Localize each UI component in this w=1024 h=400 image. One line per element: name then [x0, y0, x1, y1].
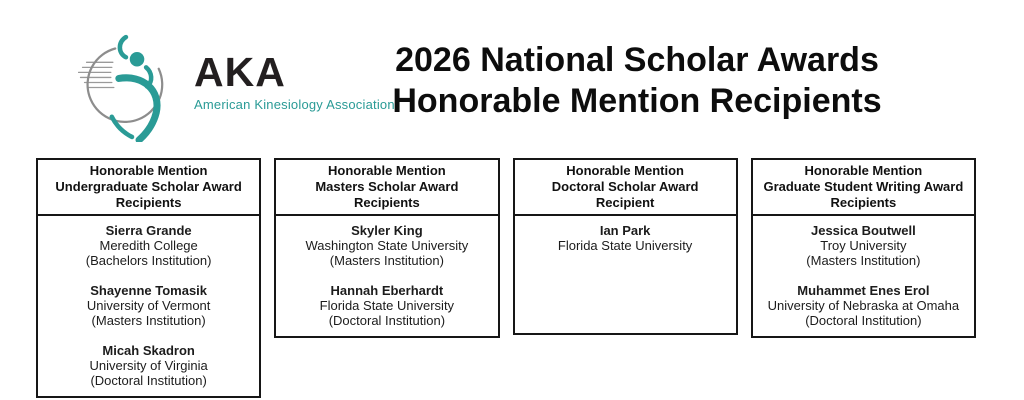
recipient-institution: University of Vermont — [86, 298, 211, 313]
box-header — [276, 160, 497, 216]
box-header-line: Masters Scholar Award — [315, 179, 459, 194]
recipient-institution: Florida State University — [319, 298, 455, 313]
award-box-graduate-writing — [751, 158, 976, 338]
box-header-line: Honorable Mention — [566, 163, 684, 178]
box-body — [753, 216, 974, 336]
aka-logo-acronym: AKA — [194, 49, 286, 95]
recipient-name: Hannah Eberhardt — [330, 283, 444, 298]
recipient-entry — [519, 223, 732, 253]
recipient-note: (Masters Institution) — [806, 253, 921, 268]
recipient-name: Ian Park — [599, 223, 651, 238]
page-title — [352, 40, 922, 122]
box-header — [515, 160, 736, 216]
box-body — [38, 216, 259, 396]
award-box-undergraduate — [36, 158, 261, 398]
recipient-name: Micah Skadron — [102, 343, 195, 358]
recipient-entry — [42, 343, 255, 388]
recipient-note: (Doctoral Institution) — [805, 313, 922, 328]
recipient-entry — [757, 223, 970, 268]
recipient-note: (Doctoral Institution) — [328, 313, 446, 328]
recipient-entry — [280, 283, 493, 328]
recipient-institution: University of Nebraska at Omaha — [767, 298, 960, 313]
recipient-note: (Masters Institution) — [91, 313, 206, 328]
box-header-line: Recipients — [354, 195, 420, 210]
box-header-line: Recipient — [595, 195, 655, 210]
box-header-line: Honorable Mention — [89, 163, 208, 178]
box-header-line: Honorable Mention — [804, 163, 923, 178]
box-header-line: Recipients — [115, 195, 182, 210]
recipient-institution: Troy University — [820, 238, 907, 253]
recipient-institution: Florida State University — [557, 238, 693, 253]
recipient-entry — [42, 283, 255, 328]
award-box-masters — [274, 158, 499, 338]
box-header-line: Doctoral Scholar Award — [551, 179, 699, 194]
award-boxes — [36, 158, 976, 398]
box-header-line: Honorable Mention — [328, 163, 446, 178]
recipient-name: Sierra Grande — [105, 223, 192, 238]
box-header-line: Undergraduate Scholar Award — [55, 179, 242, 194]
recipient-note: (Bachelors Institution) — [85, 253, 212, 268]
aka-logo — [78, 26, 395, 142]
box-body — [515, 216, 736, 333]
recipient-note: (Doctoral Institution) — [90, 373, 207, 388]
box-body — [276, 216, 497, 336]
recipient-entry — [42, 223, 255, 268]
box-header — [753, 160, 974, 216]
page-title-line2: Honorable Mention Recipients — [392, 82, 882, 120]
recipient-institution: Washington State University — [305, 238, 469, 253]
recipient-name: Shayenne Tomasik — [90, 283, 208, 298]
speed-lines-icon — [79, 62, 114, 87]
page-title-line1: 2026 National Scholar Awards — [395, 41, 879, 79]
recipient-institution: University of Virginia — [89, 358, 208, 373]
recipient-name: Muhammet Enes Erol — [797, 283, 930, 298]
box-header-line: Graduate Student Writing Award — [763, 179, 964, 194]
runner-figure-icon — [112, 37, 157, 140]
recipient-name: Jessica Boutwell — [810, 223, 916, 238]
award-box-doctoral — [513, 158, 738, 335]
recipient-institution: Meredith College — [99, 238, 198, 253]
recipient-entry — [280, 223, 493, 268]
box-header-line: Recipients — [830, 195, 897, 210]
recipient-note: (Masters Institution) — [329, 253, 444, 268]
aka-logo-tagline: American Kinesiology Association — [194, 97, 395, 112]
aka-logo-icon — [78, 26, 190, 142]
box-header — [38, 160, 259, 216]
recipient-name: Skyler King — [351, 223, 423, 238]
recipient-entry — [757, 283, 970, 328]
